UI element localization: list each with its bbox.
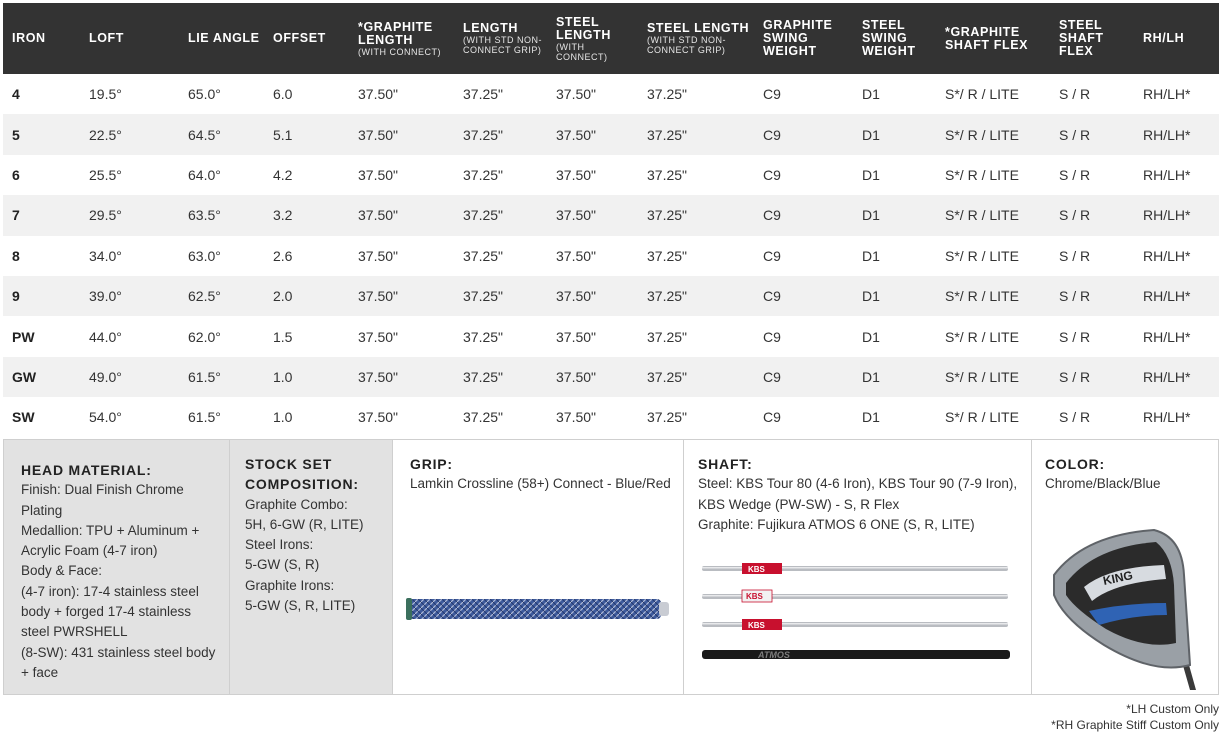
table-cell: C9	[754, 114, 853, 154]
table-cell: 37.25"	[454, 74, 547, 114]
table-cell: C9	[754, 195, 853, 235]
head-material-line: (8-SW): 431 stainless steel body + face	[21, 644, 216, 680]
column-header-label: LIE ANGLE	[188, 31, 260, 45]
footnotes	[1051, 702, 1219, 733]
column-header-sublabel: (WITH STD NON-CONNECT GRIP)	[647, 35, 726, 55]
column-header-label: *GRAPHITE LENGTH	[358, 19, 433, 47]
table-cell: 37.25"	[638, 155, 754, 195]
table-cell: D1	[853, 195, 936, 235]
table-cell: RH/LH*	[1134, 155, 1219, 195]
table-cell: 1.0	[264, 397, 349, 437]
table-cell: D1	[853, 114, 936, 154]
table-cell: C9	[754, 236, 853, 276]
color-cell	[1032, 440, 1218, 694]
table-cell: 37.50"	[349, 114, 454, 154]
table-cell: 3.2	[264, 195, 349, 235]
table-cell: S / R	[1050, 114, 1134, 154]
column-header-label: *GRAPHITE SHAFT FLEX	[945, 24, 1029, 52]
table-cell: 37.50"	[547, 236, 638, 276]
table-row	[3, 155, 1219, 195]
table-cell: 37.25"	[454, 276, 547, 316]
head-material-line: Finish: Dual Finish Chrome Plating	[21, 482, 184, 518]
table-row	[3, 357, 1219, 397]
shaft-band-label: ATMOS	[758, 650, 790, 660]
table-cell: 37.50"	[547, 357, 638, 397]
table-cell: S*/ R / LITE	[936, 74, 1050, 114]
stock-set-cell	[230, 440, 393, 694]
table-cell: S*/ R / LITE	[936, 195, 1050, 235]
table-cell: 37.25"	[454, 236, 547, 276]
table-cell: 4.2	[264, 155, 349, 195]
table-cell: 37.50"	[349, 276, 454, 316]
column-header-label: STEEL SHAFT FLEX	[1059, 18, 1104, 58]
grip-heading: GRIP:	[410, 456, 453, 472]
table-header	[3, 3, 1219, 74]
table-row	[3, 397, 1219, 437]
shafts-image	[698, 558, 1018, 670]
head-material-heading: HEAD MATERIAL:	[21, 462, 152, 478]
table-cell: 2.6	[264, 236, 349, 276]
table-cell: 54.0°	[80, 397, 179, 437]
column-header	[754, 3, 853, 74]
table-cell: C9	[754, 397, 853, 437]
table-cell: S / R	[1050, 236, 1134, 276]
stock-set-line: 5H, 6-GW (R, LITE)	[245, 516, 364, 532]
table-cell: S*/ R / LITE	[936, 357, 1050, 397]
column-header-sublabel: (WITH CONNECT)	[556, 41, 608, 62]
table-row	[3, 276, 1219, 316]
iron-cell: 7	[3, 195, 80, 235]
column-header	[638, 3, 754, 74]
table-cell: D1	[853, 155, 936, 195]
table-header-row	[3, 3, 1219, 74]
table-cell: RH/LH*	[1134, 195, 1219, 235]
table-cell: 37.25"	[638, 114, 754, 154]
column-header	[547, 3, 638, 74]
table-cell: 37.25"	[638, 316, 754, 356]
head-material-line: Body & Face:	[21, 563, 103, 579]
column-header-label: GRAPHITE SWING WEIGHT	[763, 18, 833, 58]
table-cell: S / R	[1050, 397, 1134, 437]
steel-shaft-2	[702, 590, 1008, 602]
table-cell: RH/LH*	[1134, 316, 1219, 356]
table-cell: RH/LH*	[1134, 74, 1219, 114]
column-header-sublabel: (WITH STD NON-CONNECT GRIP)	[463, 35, 542, 55]
table-cell: D1	[853, 316, 936, 356]
table-cell: 61.5°	[179, 397, 264, 437]
footnote-lh: *LH Custom Only	[1126, 702, 1219, 716]
table-cell: 37.50"	[547, 114, 638, 154]
iron-cell: GW	[3, 357, 80, 397]
table-cell: 37.50"	[349, 155, 454, 195]
iron-cell: 8	[3, 236, 80, 276]
table-body	[3, 74, 1219, 438]
table-cell: 62.0°	[179, 316, 264, 356]
column-header-label: STEEL LENGTH	[556, 14, 611, 42]
table-cell: 37.50"	[547, 316, 638, 356]
shaft-graphite-text: Graphite: Fujikura ATMOS 6 ONE (S, R, LITE)	[698, 516, 975, 532]
table-cell: RH/LH*	[1134, 276, 1219, 316]
table-cell: RH/LH*	[1134, 114, 1219, 154]
column-header-label: LOFT	[89, 31, 125, 45]
column-header	[349, 3, 454, 74]
table-cell: S*/ R / LITE	[936, 236, 1050, 276]
column-header-label: RH/LH	[1143, 31, 1185, 45]
table-cell: RH/LH*	[1134, 357, 1219, 397]
table-cell: 37.25"	[454, 155, 547, 195]
iron-cell: PW	[3, 316, 80, 356]
table-row	[3, 114, 1219, 154]
table-cell: D1	[853, 397, 936, 437]
table-cell: C9	[754, 276, 853, 316]
column-header-label: STEEL LENGTH	[647, 21, 750, 35]
table-cell: 37.50"	[547, 195, 638, 235]
table-cell: 34.0°	[80, 236, 179, 276]
table-cell: 37.25"	[638, 276, 754, 316]
column-header	[1050, 3, 1134, 74]
table-cell: 37.50"	[349, 397, 454, 437]
color-text: Chrome/Black/Blue	[1045, 476, 1161, 492]
table-cell: S / R	[1050, 74, 1134, 114]
table-cell: 37.25"	[454, 357, 547, 397]
table-row	[3, 236, 1219, 276]
table-cell: S / R	[1050, 357, 1134, 397]
iron-cell: 5	[3, 114, 80, 154]
table-cell: C9	[754, 357, 853, 397]
stock-set-line: 5-GW (S, R)	[245, 557, 320, 573]
shaft-heading: SHAFT:	[698, 456, 753, 472]
table-row	[3, 74, 1219, 114]
column-header	[936, 3, 1050, 74]
head-material-line: Medallion: TPU + Aluminum + Acrylic Foam (4-7 iron)	[21, 522, 200, 559]
table-cell: 64.5°	[179, 114, 264, 154]
table-cell: D1	[853, 236, 936, 276]
table-cell: S*/ R / LITE	[936, 316, 1050, 356]
stock-set-line: Steel Irons:	[245, 537, 314, 553]
club-head-label: KING	[1101, 568, 1134, 588]
table-cell: 62.5°	[179, 276, 264, 316]
table-cell: S*/ R / LITE	[936, 276, 1050, 316]
footnote-rh-graphite: *RH Graphite Stiff Custom Only	[1051, 717, 1219, 732]
column-header	[853, 3, 936, 74]
table-cell: 22.5°	[80, 114, 179, 154]
table-cell: 65.0°	[179, 74, 264, 114]
table-cell: S / R	[1050, 276, 1134, 316]
iron-spec-table-wrapper	[3, 3, 1219, 438]
steel-shaft-3	[702, 619, 1008, 630]
table-cell: S / R	[1050, 316, 1134, 356]
table-row	[3, 195, 1219, 235]
table-cell: C9	[754, 74, 853, 114]
table-cell: D1	[853, 276, 936, 316]
table-cell: 61.5°	[179, 357, 264, 397]
table-cell: 37.25"	[638, 195, 754, 235]
column-header	[179, 3, 264, 74]
column-header	[1134, 3, 1219, 74]
table-cell: 25.5°	[80, 155, 179, 195]
table-cell: 37.25"	[638, 74, 754, 114]
iron-cell: SW	[3, 397, 80, 437]
table-cell: 37.25"	[454, 316, 547, 356]
table-cell: D1	[853, 74, 936, 114]
table-cell: RH/LH*	[1134, 236, 1219, 276]
table-cell: 19.5°	[80, 74, 179, 114]
details-panel	[3, 439, 1219, 695]
column-header	[3, 3, 80, 74]
column-header-label: LENGTH	[463, 21, 518, 35]
table-row	[3, 316, 1219, 356]
table-cell: 37.50"	[349, 236, 454, 276]
table-cell: D1	[853, 357, 936, 397]
head-material-line: (4-7 iron): 17-4 stainless steel body + forged 17-4 stainless steel PWRSHELL	[21, 583, 199, 640]
table-cell: 2.0	[264, 276, 349, 316]
club-head-image	[1044, 515, 1204, 690]
table-cell: 1.5	[264, 316, 349, 356]
graphite-shaft	[702, 650, 1010, 660]
table-cell: 37.25"	[638, 357, 754, 397]
iron-cell: 6	[3, 155, 80, 195]
color-heading: COLOR:	[1045, 456, 1106, 472]
table-cell: 37.50"	[349, 316, 454, 356]
table-cell: 63.0°	[179, 236, 264, 276]
iron-cell: 4	[3, 74, 80, 114]
column-header-label: OFFSET	[273, 31, 326, 45]
table-cell: S*/ R / LITE	[936, 114, 1050, 154]
table-cell: 49.0°	[80, 357, 179, 397]
table-cell: S*/ R / LITE	[936, 397, 1050, 437]
table-cell: 37.50"	[349, 74, 454, 114]
column-header-sublabel: (WITH CONNECT)	[358, 46, 441, 57]
table-cell: 63.5°	[179, 195, 264, 235]
table-cell: 64.0°	[179, 155, 264, 195]
table-cell: 39.0°	[80, 276, 179, 316]
table-cell: 37.50"	[547, 74, 638, 114]
stock-set-line: 5-GW (S, R, LITE)	[245, 598, 356, 614]
table-cell: RH/LH*	[1134, 397, 1219, 437]
shaft-steel-text: Steel: KBS Tour 80 (4-6 Iron), KBS Tour 90 (7-9 Iron), KBS Wedge (PW-SW) - S, R Flex	[698, 476, 1018, 512]
table-cell: 37.50"	[349, 357, 454, 397]
table-cell: 37.50"	[547, 276, 638, 316]
grip-cell	[393, 440, 684, 694]
table-cell: S / R	[1050, 195, 1134, 235]
iron-spec-table	[3, 3, 1219, 438]
iron-cell: 9	[3, 276, 80, 316]
table-cell: 37.50"	[547, 397, 638, 437]
table-cell: C9	[754, 316, 853, 356]
column-header	[454, 3, 547, 74]
column-header	[264, 3, 349, 74]
column-header-label: STEEL SWING WEIGHT	[862, 18, 916, 58]
table-cell: 44.0°	[80, 316, 179, 356]
table-cell: 29.5°	[80, 195, 179, 235]
shaft-band-label: KBS	[748, 621, 765, 630]
column-header-label: IRON	[12, 31, 46, 45]
table-cell: S*/ R / LITE	[936, 155, 1050, 195]
table-cell: 37.25"	[638, 236, 754, 276]
grip-text: Lamkin Crossline (58+) Connect - Blue/Red	[410, 476, 671, 492]
stock-set-line: Graphite Irons:	[245, 577, 335, 593]
table-cell: C9	[754, 155, 853, 195]
shaft-cell	[684, 440, 1032, 694]
table-cell: 37.25"	[454, 195, 547, 235]
table-cell: 1.0	[264, 357, 349, 397]
table-cell: S / R	[1050, 155, 1134, 195]
table-cell: 6.0	[264, 74, 349, 114]
table-cell: 5.1	[264, 114, 349, 154]
table-cell: 37.25"	[454, 397, 547, 437]
stock-set-line: Graphite Combo:	[245, 496, 348, 512]
stock-set-heading: STOCK SET COMPOSITION:	[245, 456, 359, 493]
shaft-band-label: KBS	[746, 592, 763, 601]
table-cell: 37.25"	[454, 114, 547, 154]
steel-shaft-1	[702, 563, 1008, 574]
column-header	[80, 3, 179, 74]
table-cell: 37.50"	[547, 155, 638, 195]
table-cell: 37.50"	[349, 195, 454, 235]
head-material-cell	[4, 440, 230, 694]
table-cell: 37.25"	[638, 397, 754, 437]
grip-image	[403, 590, 673, 630]
shaft-band-label: KBS	[748, 565, 765, 574]
